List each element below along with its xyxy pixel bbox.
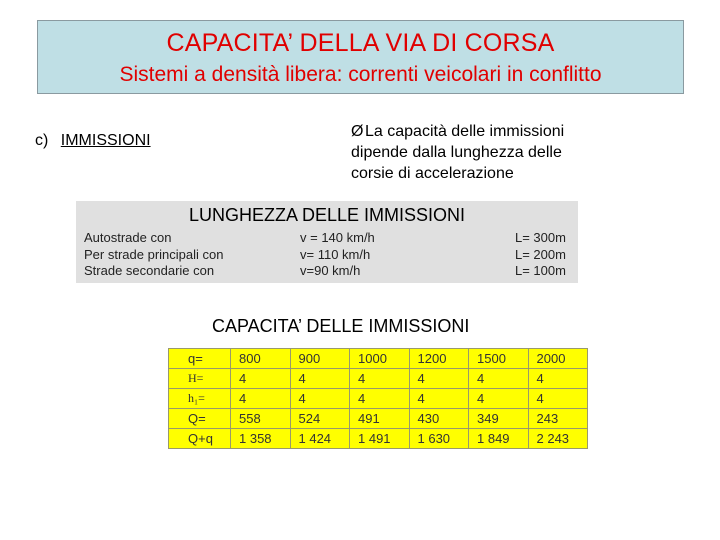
table-cell: 900 xyxy=(290,349,350,369)
section-label xyxy=(35,132,151,150)
bullet-line-2: dipende dalla lunghezza delle xyxy=(351,144,562,161)
table-cell: 524 xyxy=(290,409,350,429)
table-cell: 1200 xyxy=(409,349,469,369)
table-cell: 4 xyxy=(409,369,469,389)
table-row xyxy=(169,429,588,449)
bullet-point xyxy=(351,121,611,184)
arrow-bullet-icon: Ø xyxy=(351,123,364,140)
table-cell: 558 xyxy=(231,409,291,429)
table-cell: 4 xyxy=(469,389,529,409)
length-value: L= 300m xyxy=(515,230,566,245)
bullet-line-1: ØLa capacità delle immissioni xyxy=(351,123,565,140)
speed-value: v= 110 km/h xyxy=(300,246,371,262)
table-cell: 1 358 xyxy=(231,429,291,449)
table-cell: 1 424 xyxy=(290,429,350,449)
section-letter: c) xyxy=(35,132,49,149)
title-box xyxy=(37,20,684,94)
length-value: L= 100m xyxy=(515,263,566,278)
table-row xyxy=(169,389,588,409)
table-cell: 243 xyxy=(528,409,588,429)
lengths-box xyxy=(76,201,578,283)
table-cell: 4 xyxy=(409,389,469,409)
table-cell: 1000 xyxy=(350,349,410,369)
table-cell: 4 xyxy=(231,369,291,389)
capacity-heading: CAPACITA’ DELLE IMMISSIONI xyxy=(212,316,470,336)
table-row xyxy=(169,409,588,429)
table-cell: 4 xyxy=(528,389,588,409)
table-row xyxy=(169,369,588,389)
table-cell: 1 630 xyxy=(409,429,469,449)
table-cell: 4 xyxy=(469,369,529,389)
lengths-title: LUNGHEZZA DELLE IMMISSIONI xyxy=(188,205,466,225)
table-cell: 800 xyxy=(231,349,291,369)
table-cell: 349 xyxy=(469,409,529,429)
table-cell: 1 491 xyxy=(350,429,410,449)
slide-title: CAPACITA’ DELLA VIA DI CORSA xyxy=(166,29,555,57)
road-type-column xyxy=(84,230,223,280)
table-cell: 491 xyxy=(350,409,410,429)
road-type: Autostrade con xyxy=(84,230,172,245)
row-label: h₁= xyxy=(169,389,231,409)
road-type: Per strade principali con xyxy=(84,246,224,262)
section-title: IMMISSIONI xyxy=(60,132,151,149)
capacity-table xyxy=(168,348,588,449)
road-type: Strade secondarie con xyxy=(84,263,215,278)
speed-value: v = 140 km/h xyxy=(300,230,375,245)
speed-column xyxy=(300,230,375,280)
table-cell: 1500 xyxy=(469,349,529,369)
row-label: H= xyxy=(169,369,231,389)
table-cell: 4 xyxy=(290,389,350,409)
table-cell: 4 xyxy=(350,369,410,389)
table-cell: 4 xyxy=(231,389,291,409)
bullet-line-3: corsie di accelerazione xyxy=(351,165,514,182)
table-cell: 4 xyxy=(528,369,588,389)
speed-value: v=90 km/h xyxy=(300,263,361,278)
length-value: L= 200m xyxy=(515,246,566,262)
table-cell: 1 849 xyxy=(469,429,529,449)
slide-subtitle: Sistemi a densità libera: correnti veicolari in conflitto xyxy=(119,63,602,86)
row-label: q= xyxy=(169,349,231,369)
table-cell: 2000 xyxy=(528,349,588,369)
row-label: Q= xyxy=(169,409,231,429)
length-column xyxy=(515,230,566,280)
table-cell: 4 xyxy=(290,369,350,389)
table-cell: 2 243 xyxy=(528,429,588,449)
table-cell: 430 xyxy=(409,409,469,429)
table-row xyxy=(169,349,588,369)
row-label: Q+q xyxy=(169,429,231,449)
table-cell: 4 xyxy=(350,389,410,409)
